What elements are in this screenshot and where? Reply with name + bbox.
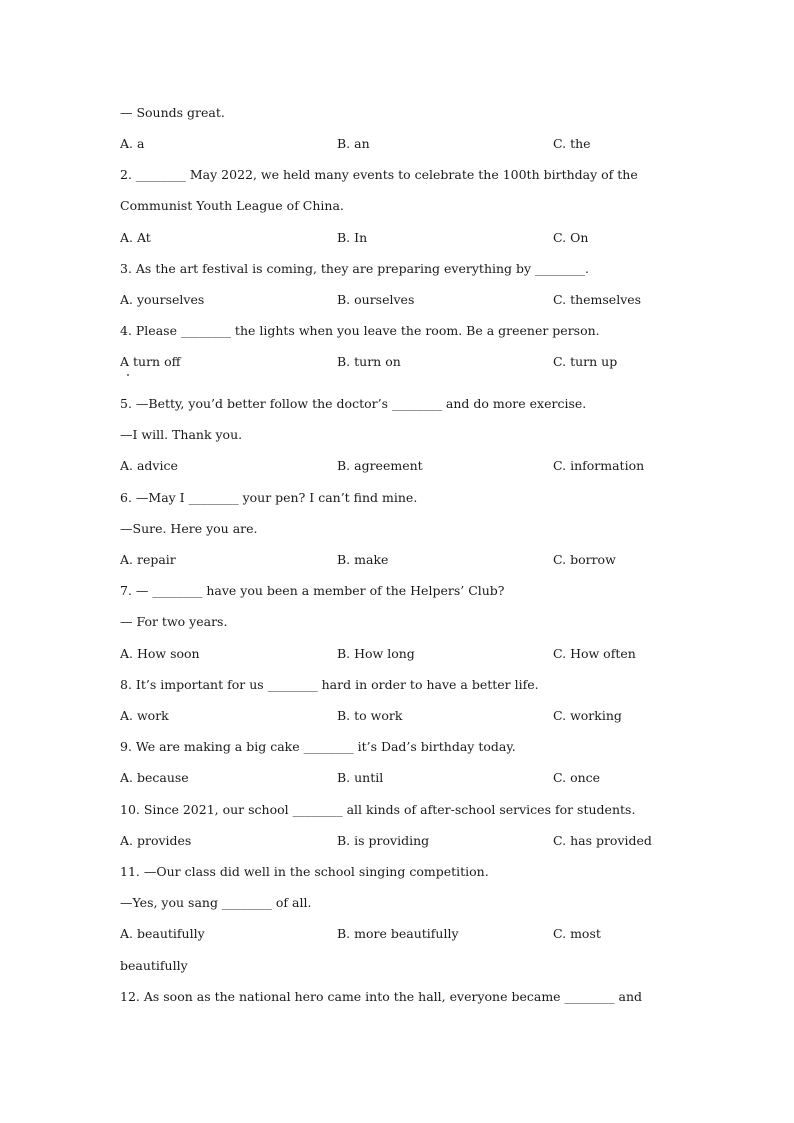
question-3-text: 3. As the art festival is coming, they are preparing everything by ________. xyxy=(120,261,590,276)
option-c: C. borrow xyxy=(553,552,616,567)
option-a: A. repair xyxy=(120,552,176,567)
option-a: A. How soon xyxy=(120,646,200,661)
dialogue-line: —Yes, you sang ________ of all. xyxy=(120,895,312,910)
stray-mark xyxy=(127,374,129,376)
question-6-text: 6. —May I ________ your pen? I can’t find mine. xyxy=(120,490,418,505)
question-4-text: 4. Please ________ the lights when you leave the room. Be a greener person. xyxy=(120,323,600,338)
option-c: C. most xyxy=(553,926,601,941)
question-5-text: 5. —Betty, you’d better follow the doctor’s ________ and do more exercise. xyxy=(120,396,587,411)
question-7-text: 7. — ________ have you been a member of the Helpers’ Club? xyxy=(120,583,505,598)
dialogue-line: —I will. Thank you. xyxy=(120,427,243,442)
option-b: B. make xyxy=(337,552,389,567)
option-b: B. until xyxy=(337,770,384,785)
option-c: C. How often xyxy=(553,646,636,661)
dialogue-line: —Sure. Here you are. xyxy=(120,521,258,536)
option-c: C. has provided xyxy=(553,833,652,848)
option-a: A. At xyxy=(120,230,151,245)
option-c-cont: beautifully xyxy=(120,958,188,973)
question-10-text: 10. Since 2021, our school ________ all kinds of after-school services for students. xyxy=(120,802,636,817)
dialogue-line: — For two years. xyxy=(120,614,228,629)
option-c: C. the xyxy=(553,136,591,151)
option-a: A. provides xyxy=(120,833,192,848)
option-b: B. to work xyxy=(337,708,403,723)
option-c: C. once xyxy=(553,770,601,785)
option-a: A turn off xyxy=(120,354,181,369)
option-b: B. ourselves xyxy=(337,292,415,307)
option-b: B. more beautifully xyxy=(337,926,459,941)
question-9-text: 9. We are making a big cake ________ it’s Dad’s birthday today. xyxy=(120,739,516,754)
option-a: A. beautifully xyxy=(120,926,205,941)
option-c: C. themselves xyxy=(553,292,642,307)
question-2-text-cont: Communist Youth League of China. xyxy=(120,198,344,213)
option-c: C. working xyxy=(553,708,622,723)
option-a: A. advice xyxy=(120,458,178,473)
question-12-text: 12. As soon as the national hero came into the hall, everyone became ________ and xyxy=(120,989,643,1004)
option-a: A. because xyxy=(120,770,189,785)
option-b: B. How long xyxy=(337,646,415,661)
option-a: A. yourselves xyxy=(120,292,205,307)
option-a: A. work xyxy=(120,708,169,723)
question-11-text: 11. —Our class did well in the school singing competition. xyxy=(120,864,489,879)
option-c: C. On xyxy=(553,230,589,245)
dialogue-line: — Sounds great. xyxy=(120,105,225,120)
question-2-text: 2. ________ May 2022, we held many events to celebrate the 100th birthday of the xyxy=(120,167,638,182)
option-b: B. an xyxy=(337,136,370,151)
option-c: C. turn up xyxy=(553,354,618,369)
option-c: C. information xyxy=(553,458,645,473)
option-b: B. is providing xyxy=(337,833,430,848)
option-b: B. agreement xyxy=(337,458,423,473)
option-a: A. a xyxy=(120,136,145,151)
option-b: B. In xyxy=(337,230,368,245)
option-b: B. turn on xyxy=(337,354,401,369)
question-8-text: 8. It’s important for us ________ hard in order to have a better life. xyxy=(120,677,539,692)
